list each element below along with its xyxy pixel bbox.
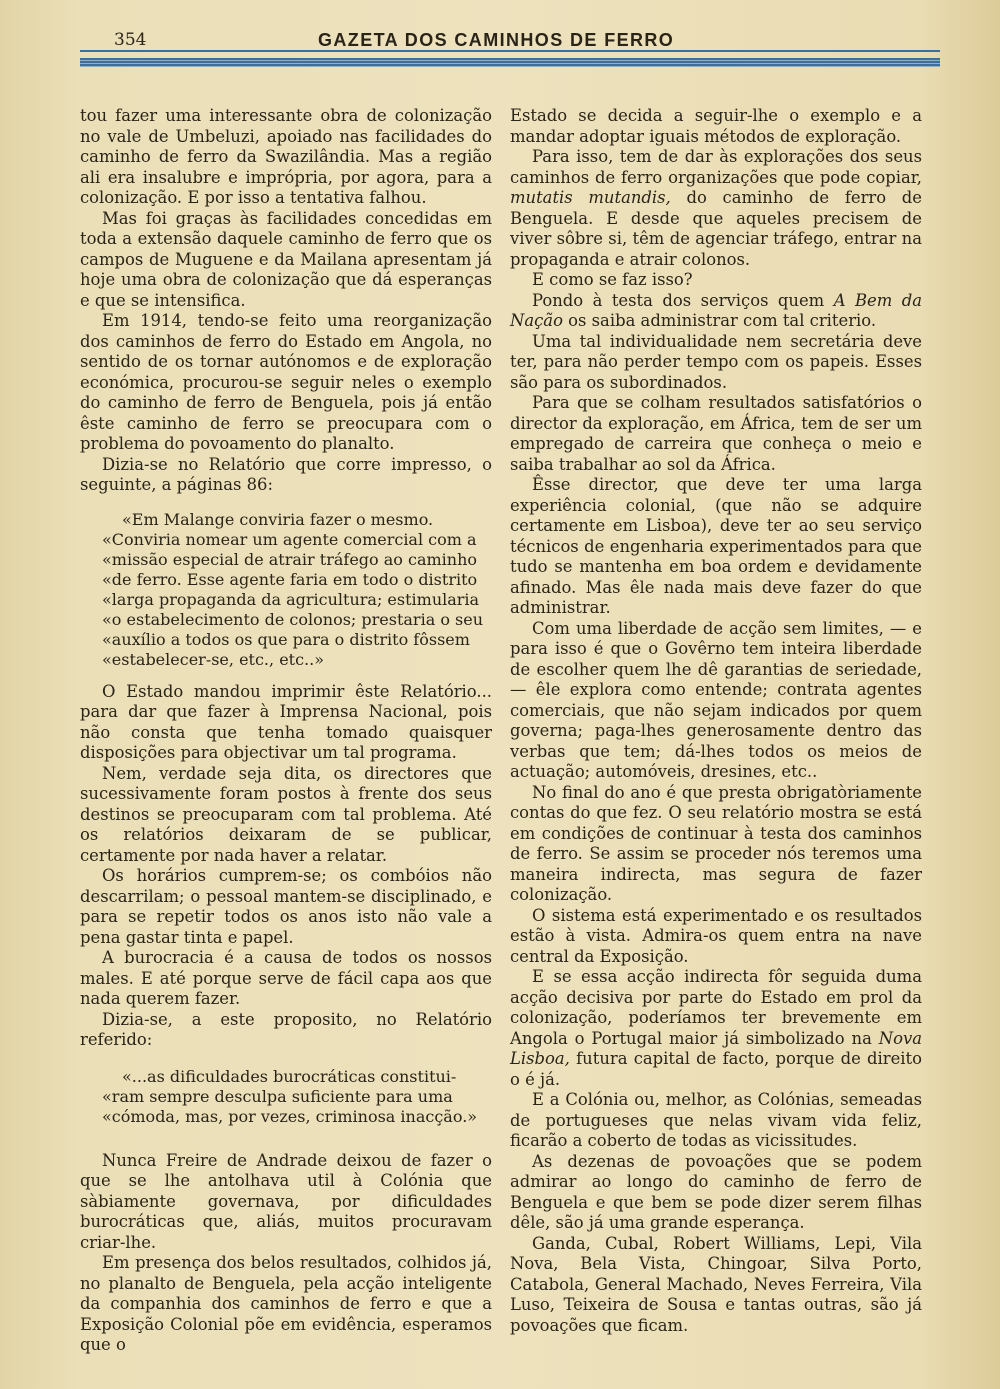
paragraph: Dizia-se, a este proposito, no Relatório referido: [80, 1009, 492, 1049]
paragraph: Nem, verdade seja dita, os directores que sucessivamente foram postos à frente dos seus destinos se preocuparam com tal problema. Até os relatórios deixaram de se publicar, certamente por nada haver a relatar. [80, 763, 492, 865]
quote-line: «Em Malange conviria fazer o mesmo. [122, 509, 434, 529]
paragraph: Com uma liberdade de acção sem limites, — e para isso é que o Govêrno tem inteira liberdade de escolher quem lhe dê garantias de seriedade, — êle explora como entende; contrata agentes comerciais, que não sejam indicados por quem governa; paga-lhes generosamente dentro das verbas que tem; dá-lhes todos os meios de actuação; automóveis, dresines, etc.. [510, 618, 922, 781]
paragraph: Estado se decida a seguir-lhe o exemplo e a mandar adoptar iguais métodos de exploração. [510, 106, 922, 146]
block-quote [102, 510, 492, 670]
quote-line: «o estabelecimento de colonos; prestaria o seu [102, 609, 484, 629]
paragraph: As dezenas de povoações que se podem admirar ao longo do caminho de ferro de Benguela e que bem se pode dizer serem filhas dêle, são já uma grande esperança. [510, 1151, 922, 1232]
quote-line: «auxílio a todos os que para o distrito fôssem [102, 629, 470, 649]
paragraph: E como se faz isso? [532, 270, 693, 289]
paragraph: E a Colónia ou, melhor, as Colónias, semeadas de portugueses que nelas vivam vida feliz, ficarão a coberto de todas as vicissitudes. [510, 1090, 922, 1150]
italic-text: mutatis mutandis, [510, 188, 671, 207]
paragraph-text: os saiba administrar com tal criterio. [568, 311, 877, 330]
paragraph-text: E se essa acção indirecta fôr seguida duma acção decisiva por parte do Estado em prol da colonização, poderíamos ter brevemente em Angola o Portugal maior já simbolizado na [510, 967, 922, 1048]
paragraph-text: Pondo à testa dos serviços quem [532, 290, 825, 310]
right-column [510, 106, 922, 1336]
italic-text: Nova Lisboa, [510, 1028, 922, 1068]
paragraph-text: futura capital de facto, porque de direito o é já. [510, 1049, 922, 1089]
paragraph [510, 291, 922, 332]
paragraph: Nunca Freire de Andrade deixou de fazer o que se lhe antolhava util à Colónia que sàbiamente governava, por dificuldades burocráticas que, aliás, muitos procuravam criar-lhe. [80, 1150, 492, 1252]
quote-line: «cómoda, mas, por vezes, criminosa inacção.» [102, 1106, 478, 1126]
paragraph: Dizia-se no Relatório que corre impresso, o seguinte, a páginas 86: [80, 454, 492, 494]
paragraph: Uma tal individualidade nem secretária deve ter, para não perder tempo com os papeis. Esses são para os subordinados. [510, 331, 922, 392]
paragraph: Ganda, Cubal, Robert Williams, Lepi, Vila Nova, Bela Vista, Chingoar, Silva Porto, Catabola, General Machado, Neves Ferreira, Vila Luso, Teixeira de Sousa e tantas outras, são já povoações que ficam. [510, 1233, 922, 1335]
paragraph: tou fazer uma interessante obra de colonização no vale de Umbeluzi, apoiado nas facilidades do caminho de ferro da Swazilândia. Mas a região ali era insalubre e imprópria, por agora, para a colonização. E por isso a tentativa falhou. [80, 106, 492, 207]
quote-line: «de ferro. Esse agente faria em todo o distrito [102, 569, 478, 589]
journal-title: GAZETA DOS CAMINHOS DE FERRO [318, 30, 675, 50]
paragraph-text: do caminho de ferro de Benguela. E desde que aqueles precisem de viver sôbre si, têm de agenciar tráfego, entrar na propaganda e atrair colonos. [510, 188, 923, 269]
quote-line: «larga propaganda da agricultura; estimularia [102, 589, 480, 609]
paragraph: Mas foi graças às facilidades concedidas em toda a extensão daquele caminho de ferro que os campos de Muguene e da Mailana apresentam já hoje uma obra de colonização que dá esperanças e que se intensifica. [80, 208, 492, 310]
left-column [80, 106, 492, 1356]
paragraph: Para que se colham resultados satisfatórios o director da exploração, em África, tem de ser um empregado de carreira que conheça o meio e saiba trabalhar ao sol da África. [510, 393, 922, 474]
paragraph: No final do ano é que presta obrigatòriamente contas do que fez. O seu relatório mostra se está em condições de continuar à testa dos caminhos de ferro. Se assim se proceder nós teremos uma maneira indirecta, mas segura de fazer colonização. [510, 782, 922, 904]
paragraph: Êsse director, que deve ter uma larga experiência colonial, (que não se adquire certamente em Lisboa), deve ter ao seu serviço técnicos de engenharia experimentados para que tudo se mantenha em boa ordem e devidamente afinado. Mas êle nada mais deve fazer do que administrar. [510, 475, 922, 617]
quote-line: «...as dificuldades burocráticas constitui- [122, 1066, 457, 1086]
paragraph [510, 967, 922, 1090]
header-rule-top [80, 50, 940, 52]
paragraph [510, 147, 922, 270]
italic-text: A Bem da Nação [510, 290, 923, 330]
paragraph: Em presença dos belos resultados, colhidos já, no planalto de Benguela, pela acção inteligente da companhia dos caminhos de ferro e que a Exposição Colonial põe em evidência, esperamos que o [80, 1253, 492, 1354]
paragraph: O Estado mandou imprimir êste Relatório... para dar que fazer à Imprensa Nacional, pois não consta que tenha tomado quaisquer disposições para objectivar um tal programa. [80, 681, 492, 762]
quote-line: «Conviria nomear um agente comercial com a [102, 529, 477, 549]
paragraph: A burocracia é a causa de todos os nossos males. E até porque serve de fácil capa aos que nada querem fazer. [80, 948, 492, 1008]
quote-line: «estabelecer-se, etc., etc..» [102, 649, 325, 669]
block-quote [102, 1067, 492, 1127]
header-rule [80, 58, 940, 67]
paragraph-text: Para isso, tem de dar às explorações dos seus caminhos de ferro organizações que pode copiar, [510, 147, 922, 187]
quote-line: «ram sempre desculpa suficiente para uma [102, 1086, 453, 1106]
page-number: 354 [114, 30, 147, 50]
paragraph: O sistema está experimentado e os resultados estão à vista. Admira-os quem entra na nave central da Exposição. [510, 905, 922, 966]
paragraph: Os horários cumprem-se; os combóios não descarrilam; o pessoal mantem-se disciplinado, e para se repetir todos os anos isto não vale a pena gastar tinta e papel. [80, 866, 492, 947]
quote-line: «missão especial de atrair tráfego ao caminho [102, 549, 478, 569]
paragraph: Em 1914, tendo-se feito uma reorganização dos caminhos de ferro do Estado em Angola, no sentido de os tornar autónomos e de exploração económica, procurou-se seguir neles o exemplo do caminho de ferro de Benguela, pois já então êste caminho de ferro se preocupara com o problema do povoamento do planalto. [80, 311, 492, 453]
